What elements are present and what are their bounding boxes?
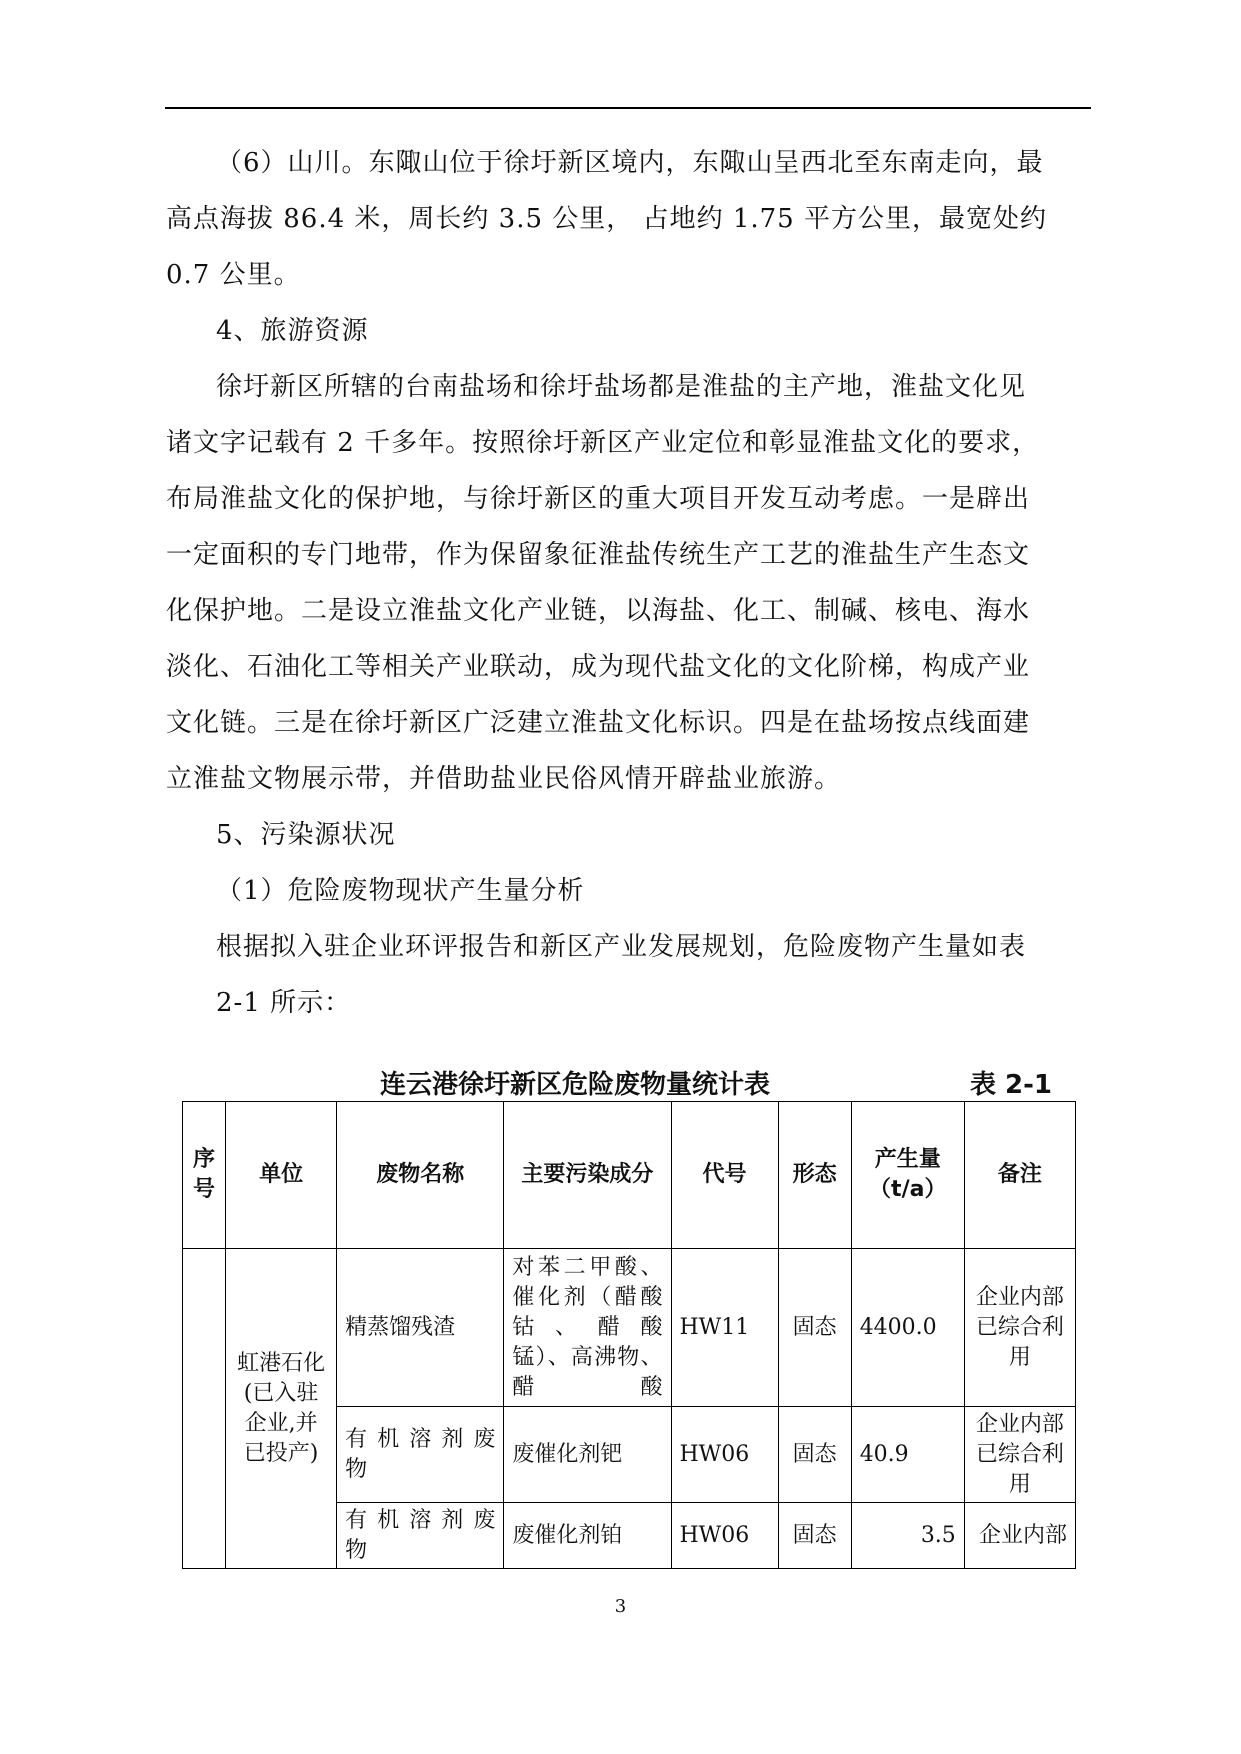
amount-cell: 40.9 [851,1407,964,1503]
paragraph-mountains [166,135,1092,303]
header-unit: 单位 [226,1102,337,1249]
text-line: 淡化、石油化工等相关产业联动，成为现代盐文化的文化阶梯，构成产业 [166,652,1031,682]
text-line: 化保护地。二是设立淮盐文化产业链，以海盐、化工、制碱、核电、海水 [166,596,1031,626]
composition-cell: 废催化剂钯 [504,1407,671,1503]
header-code: 代号 [671,1102,778,1249]
paragraph-tourism [166,359,1092,807]
form-cell: 固态 [778,1249,851,1407]
note-cell: 企业内部已综合利用 [964,1407,1075,1503]
name-cell: 精蒸馏残渣 [337,1249,504,1407]
section-heading: 5、污染源状况 [216,820,396,850]
hazardous-waste-table [182,1101,1076,1569]
amount-cell: 4400.0 [851,1249,964,1407]
composition-cell: 对苯二甲酸、催化剂（醋酸钴 、 醋 酸锰）、高沸物、醋酸 [504,1249,671,1407]
section-heading: 4、旅游资源 [216,316,369,346]
amount-cell: 3.5 [851,1503,964,1569]
text-line: 徐圩新区所辖的台南盐场和徐圩盐场都是淮盐的主产地，淮盐文化见 [216,372,1027,402]
text-line: 布局淮盐文化的保护地，与徐圩新区的重大项目开发互动考虑。一是辟出 [166,484,1031,514]
form-cell: 固态 [778,1503,851,1569]
heading-pollution [166,807,1092,863]
table-number: 表 2-1 [970,1070,1053,1100]
unit-cell: 虹港石化(已入驻企业,并已投产) [226,1249,337,1569]
name-cell: 有 机 溶 剂 废物 [337,1407,504,1503]
page-number: 3 [614,1596,627,1617]
seq-cell [183,1249,226,1569]
text-line: 立淮盐文物展示带，并借助盐业民俗风情开辟盐业旅游。 [166,764,842,794]
code-cell: HW11 [671,1249,778,1407]
header-note: 备注 [964,1102,1075,1249]
text-line: 一定面积的专门地带，作为保留象征淮盐传统生产工艺的淮盐生产生态文 [166,540,1031,570]
paragraph-table-intro [166,919,1092,1031]
table-header-row [183,1102,1076,1249]
table-caption: 连云港徐圩新区危险废物量统计表 [380,1070,771,1100]
subsection-heading: （1）危险废物现状产生量分析 [216,876,585,906]
header-name: 废物名称 [337,1102,504,1249]
header-composition: 主要污染成分 [504,1102,671,1249]
text-line: 根据拟入驻企业环评报告和新区产业发展规划，危险废物产生量如表 [216,932,1027,962]
heading-tourism [166,303,1092,359]
name-cell: 有 机 溶 剂 废物 [337,1503,504,1569]
header-form: 形态 [778,1102,851,1249]
form-cell: 固态 [778,1407,851,1503]
table-row [183,1249,1076,1407]
composition-cell: 废催化剂铂 [504,1503,671,1569]
code-cell: HW06 [671,1503,778,1569]
text-line: 文化链。三是在徐圩新区广泛建立淮盐文化标识。四是在盐场按点线面建 [166,708,1031,738]
header-seq: 序号 [183,1102,226,1249]
text-line: 高点海拔 86.4 米，周长约 3.5 公里， 占地约 1.75 平方公里，最宽处约 [166,204,1047,234]
code-cell: HW06 [671,1407,778,1503]
note-cell: 企业内部 [964,1503,1075,1569]
text-line: 诸文字记载有 2 千多年。按照徐圩新区产业定位和彰显淮盐文化的要求， [166,428,1040,458]
heading-hazardous-waste [166,863,1092,919]
text-line: 0.7 公里。 [166,260,301,290]
text-line: （6）山川。东陬山位于徐圩新区境内，东陬山呈西北至东南走向，最 [216,148,1044,178]
header-amount: 产生量（t/a） [851,1102,964,1249]
header-rule [165,107,1091,109]
note-cell: 企业内部已综合利用 [964,1249,1075,1407]
text-line: 2-1 所示： [216,988,352,1018]
